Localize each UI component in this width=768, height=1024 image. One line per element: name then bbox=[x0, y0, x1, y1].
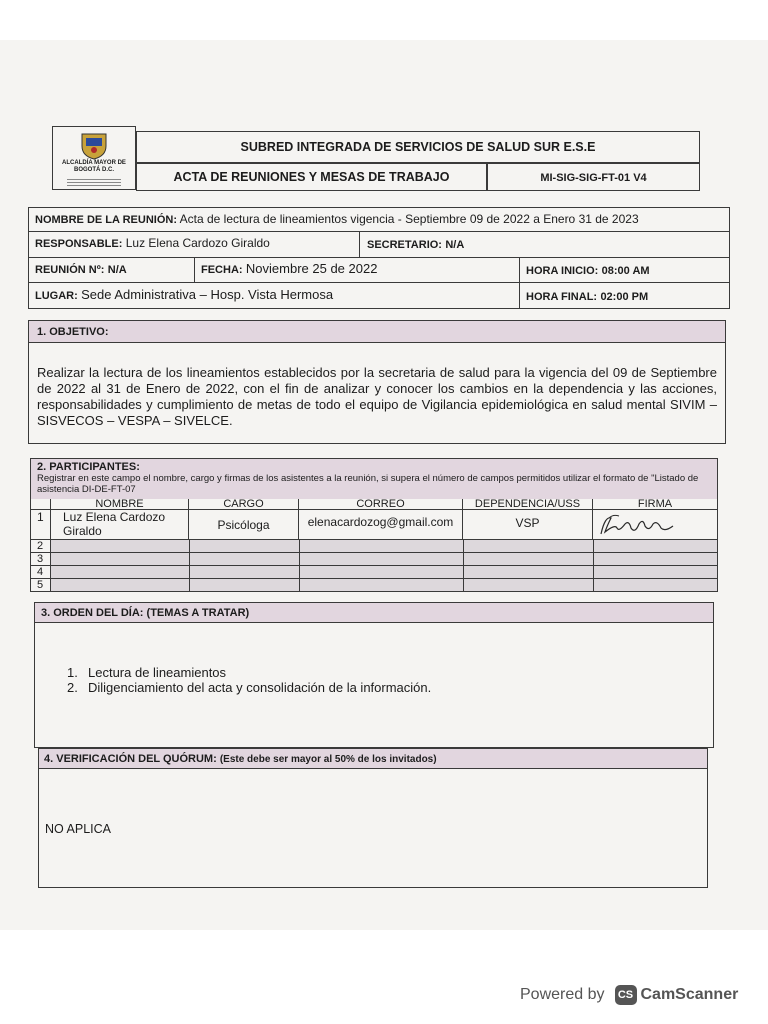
secretario-label: SECRETARIO: bbox=[367, 239, 442, 251]
row-3-cells bbox=[51, 553, 717, 566]
responsable-value: Luz Elena Cardozo Giraldo bbox=[125, 236, 270, 250]
col-dependencia: DEPENDENCIA/USS bbox=[463, 499, 593, 510]
row-4-cells bbox=[51, 566, 717, 579]
orden-list bbox=[67, 665, 431, 695]
num-header bbox=[31, 499, 51, 510]
col-cargo: CARGO bbox=[189, 499, 299, 510]
orden-header bbox=[35, 603, 713, 623]
nombre-label: NOMBRE DE LA REUNIÓN: bbox=[35, 214, 177, 226]
row-1-correo: elenacardozog@gmail.com bbox=[299, 510, 463, 540]
signature-icon bbox=[595, 512, 685, 538]
hora-final bbox=[526, 289, 648, 303]
secretario bbox=[367, 237, 464, 251]
nombre-reunion bbox=[35, 212, 639, 226]
objetivo-section bbox=[28, 320, 726, 444]
camscanner-brand: CamScanner bbox=[640, 986, 739, 1004]
reunion-numero bbox=[35, 262, 127, 276]
quorum-section bbox=[38, 748, 708, 888]
row-1-cargo: Psicóloga bbox=[189, 510, 299, 540]
row-1-nombre-line2: Giraldo bbox=[63, 524, 102, 538]
responsable-label: RESPONSABLE: bbox=[35, 238, 123, 250]
orden-item-2: 2. Diligenciamiento del acta y consolidación de la información. bbox=[67, 680, 432, 695]
participantes-title: 2. PARTICIPANTES: bbox=[37, 461, 140, 473]
hora-inicio bbox=[526, 263, 650, 277]
row-1-nombre bbox=[51, 510, 189, 540]
hora-inicio-value: 08:00 AM bbox=[601, 265, 650, 277]
row-5-cells bbox=[51, 579, 717, 591]
meeting-info-grid bbox=[28, 207, 730, 309]
doc-title: ACTA DE REUNIONES Y MESAS DE TRABAJO bbox=[136, 163, 487, 191]
quorum-text: NO APLICA bbox=[45, 822, 111, 836]
fecha bbox=[201, 261, 377, 276]
row-2-num: 2 bbox=[31, 540, 51, 553]
orden-title: 3. ORDEN DEL DÍA: (TEMAS A TRATAR) bbox=[41, 607, 250, 619]
camscanner-watermark bbox=[520, 985, 738, 1005]
reunion-value: N/A bbox=[107, 264, 127, 276]
secretario-value: N/A bbox=[445, 239, 465, 251]
col-correo: CORREO bbox=[299, 499, 463, 510]
row-1-nombre-line1: Luz Elena Cardozo bbox=[63, 510, 166, 524]
row-3-num: 3 bbox=[31, 553, 51, 566]
participantes-note: Registrar en este campo el nombre, cargo y firmas de los asistentes a la reunión, si supera el número de campos permitidos utilizar el formato de "Listado de asistencia DI-DE-FT-07 bbox=[37, 473, 699, 495]
orden-section bbox=[34, 602, 714, 748]
quorum-header bbox=[39, 749, 707, 769]
powered-by-text: Powered by bbox=[520, 986, 605, 1004]
quorum-note: (Este debe ser mayor al 50% de los invitados) bbox=[219, 754, 437, 765]
reunion-label: REUNIÓN Nº: bbox=[35, 264, 105, 276]
participantes-header bbox=[31, 459, 717, 499]
lugar bbox=[35, 287, 333, 302]
lugar-label: LUGAR: bbox=[35, 290, 78, 302]
participantes-section bbox=[30, 458, 718, 592]
objetivo-header bbox=[29, 321, 725, 343]
row-2-cells bbox=[51, 540, 717, 553]
logo-subtext-lines bbox=[67, 177, 121, 188]
participantes-table bbox=[31, 499, 717, 591]
objetivo-text: Realizar la lectura de los lineamientos establecidos por la secretaria de salud para la vigencia del 09 de Septiembre de 2022 al 31 de Enero de 2022, con el fin de analizar y conocer los cambios en la dependencia y las acciones, responsabilidades y cumplimiento de metas de todo el equipo de Vigilancia epidemiológica en salud mental SIVIM – SISVECOS – VESPA – SIVELCE. bbox=[37, 365, 717, 428]
fecha-value: Noviembre 25 de 2022 bbox=[245, 261, 378, 276]
row-4-num: 4 bbox=[31, 566, 51, 579]
quorum-heading bbox=[39, 749, 707, 770]
logo-box bbox=[52, 126, 136, 190]
hora-final-label: HORA FINAL: bbox=[526, 291, 598, 303]
lugar-value: Sede Administrativa – Hosp. Vista Hermosa bbox=[81, 287, 334, 302]
org-title: SUBRED INTEGRADA DE SERVICIOS DE SALUD SUR E.S.E bbox=[136, 131, 700, 163]
row-1-num: 1 bbox=[31, 510, 51, 540]
row-1-dependencia: VSP bbox=[463, 510, 593, 540]
doc-code: MI-SIG-SIG-FT-01 V4 bbox=[487, 163, 700, 191]
hora-final-value: 02:00 PM bbox=[600, 291, 649, 303]
fecha-label: FECHA: bbox=[201, 264, 243, 276]
coat-of-arms-icon bbox=[74, 130, 114, 160]
nombre-value: Acta de lectura de lineamientos vigencia - Septiembre 09 de 2022 a Enero 31 de 2023 bbox=[179, 212, 639, 226]
objetivo-title: 1. OBJETIVO: bbox=[37, 326, 109, 338]
logo-text: ALCALDÍA MAYOR DE BOGOTÁ D.C. bbox=[62, 160, 126, 173]
quorum-title: 4. VERIFICACIÓN DEL QUÓRUM: bbox=[44, 753, 217, 765]
hora-inicio-label: HORA INICIO: bbox=[526, 265, 599, 277]
col-nombre: NOMBRE bbox=[51, 499, 189, 510]
row-5-num: 5 bbox=[31, 579, 51, 591]
camscanner-logo-icon: CS bbox=[615, 985, 637, 1005]
col-firma: FIRMA bbox=[593, 499, 717, 510]
orden-item-1: 1. Lectura de lineamientos bbox=[67, 665, 227, 680]
row-1-firma bbox=[593, 510, 717, 540]
responsable bbox=[35, 236, 270, 250]
